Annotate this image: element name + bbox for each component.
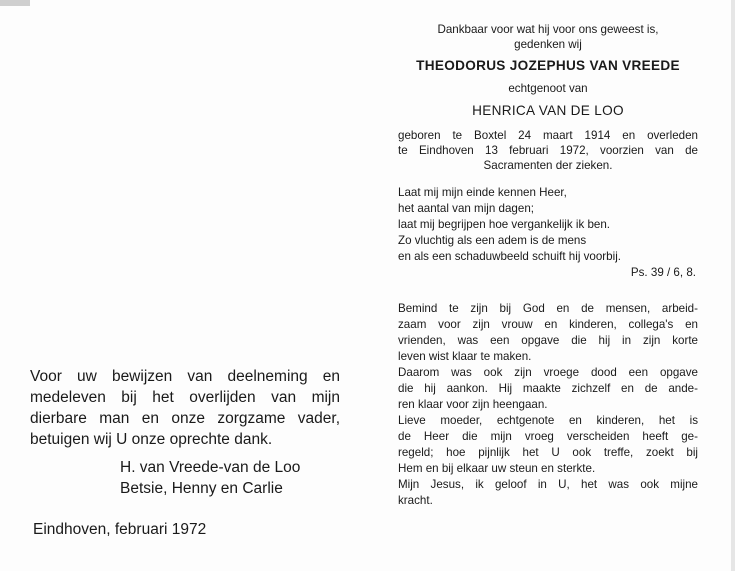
spouse-name: HENRICA VAN DE LOO (472, 103, 624, 118)
eulogy-line: zaam voor zijn vrouw en kinderen, collega's en (398, 318, 698, 331)
scan-edge-right (731, 0, 735, 571)
thanks-line: Voor uw bewijzen van deelneming en (30, 368, 340, 385)
eulogy-line: Daarom was ook zijn vroege dood een opgave (398, 366, 698, 379)
signature-line: Betsie, Henny en Carlie (120, 480, 283, 497)
thanks-line: dierbare man en onze zorgzame vader, (30, 410, 340, 427)
eulogy-line: vrienden, was een opgave die hij in zijn korte (398, 334, 698, 347)
intro-line: Dankbaar voor wat hij voor ons geweest is, (437, 23, 659, 36)
scan-edge-top (0, 0, 30, 6)
thanks-line: medeleven bij het overlijden van mijn (30, 389, 340, 406)
eulogy-line: de Heer die mijn vroeg verscheiden heeft ge- (398, 430, 698, 443)
eulogy-line: leven wist klaar te maken. (398, 350, 532, 363)
intro-text (398, 22, 698, 52)
signature-line: H. van Vreede-van de Loo (120, 459, 301, 476)
spouse-label: echtgenoot van (508, 82, 588, 95)
eulogy-paragraph (398, 301, 698, 509)
eulogy-line: Lieve moeder, echtgenote en kinderen, het is (398, 414, 698, 427)
birth-death-paragraph (398, 128, 698, 173)
eulogy-line: regeld; hoe pijnlijk het U ook treffe, zoekt bij (398, 446, 698, 459)
psalm-reference: Ps. 39 / 6, 8. (630, 266, 696, 279)
place-date: Eindhoven, februari 1972 (33, 521, 207, 538)
memorial-section (398, 22, 698, 509)
thanks-paragraph (30, 366, 340, 450)
signature-block (30, 457, 340, 499)
birth-line: te Eindhoven 13 februari 1972, voorzien van de (398, 144, 698, 157)
birth-line: geboren te Boxtel 24 maart 1914 en overleden (398, 129, 698, 142)
poem-line: laat mij begrijpen hoe vergankelijk ik ben. (398, 218, 611, 231)
eulogy-line: die hij aankon. Hij maakte zichzelf en de ande- (398, 382, 698, 395)
eulogy-line: ren klaar voor zijn heengaan. (398, 398, 548, 411)
eulogy-line: Bemind te zijn bij God en de mensen, arbeid- (398, 302, 698, 315)
poem-line: en als een schaduwbeeld schuift hij voorbij. (398, 250, 621, 263)
deceased-name: THEODORUS JOZEPHUS VAN VREEDE (416, 58, 680, 73)
thanks-line: betuigen wij U onze oprechte dank. (30, 431, 273, 448)
poem-line: Laat mij mijn einde kennen Heer, (398, 186, 567, 199)
eulogy-line: kracht. (398, 494, 433, 507)
intro-line: gedenken wij (514, 38, 582, 51)
thanks-section (30, 366, 340, 499)
eulogy-line: Mijn Jesus, ik geloof in U, het was ook mijne (398, 478, 698, 491)
poem-line: het aantal van mijn dagen; (398, 202, 535, 215)
poem-line: Zo vluchtig als een adem is de mens (398, 234, 587, 247)
eulogy-line: Hem en bij elkaar uw steun en sterkte. (398, 462, 596, 475)
psalm-poem (398, 185, 698, 281)
birth-line: Sacramenten der zieken. (483, 159, 613, 172)
